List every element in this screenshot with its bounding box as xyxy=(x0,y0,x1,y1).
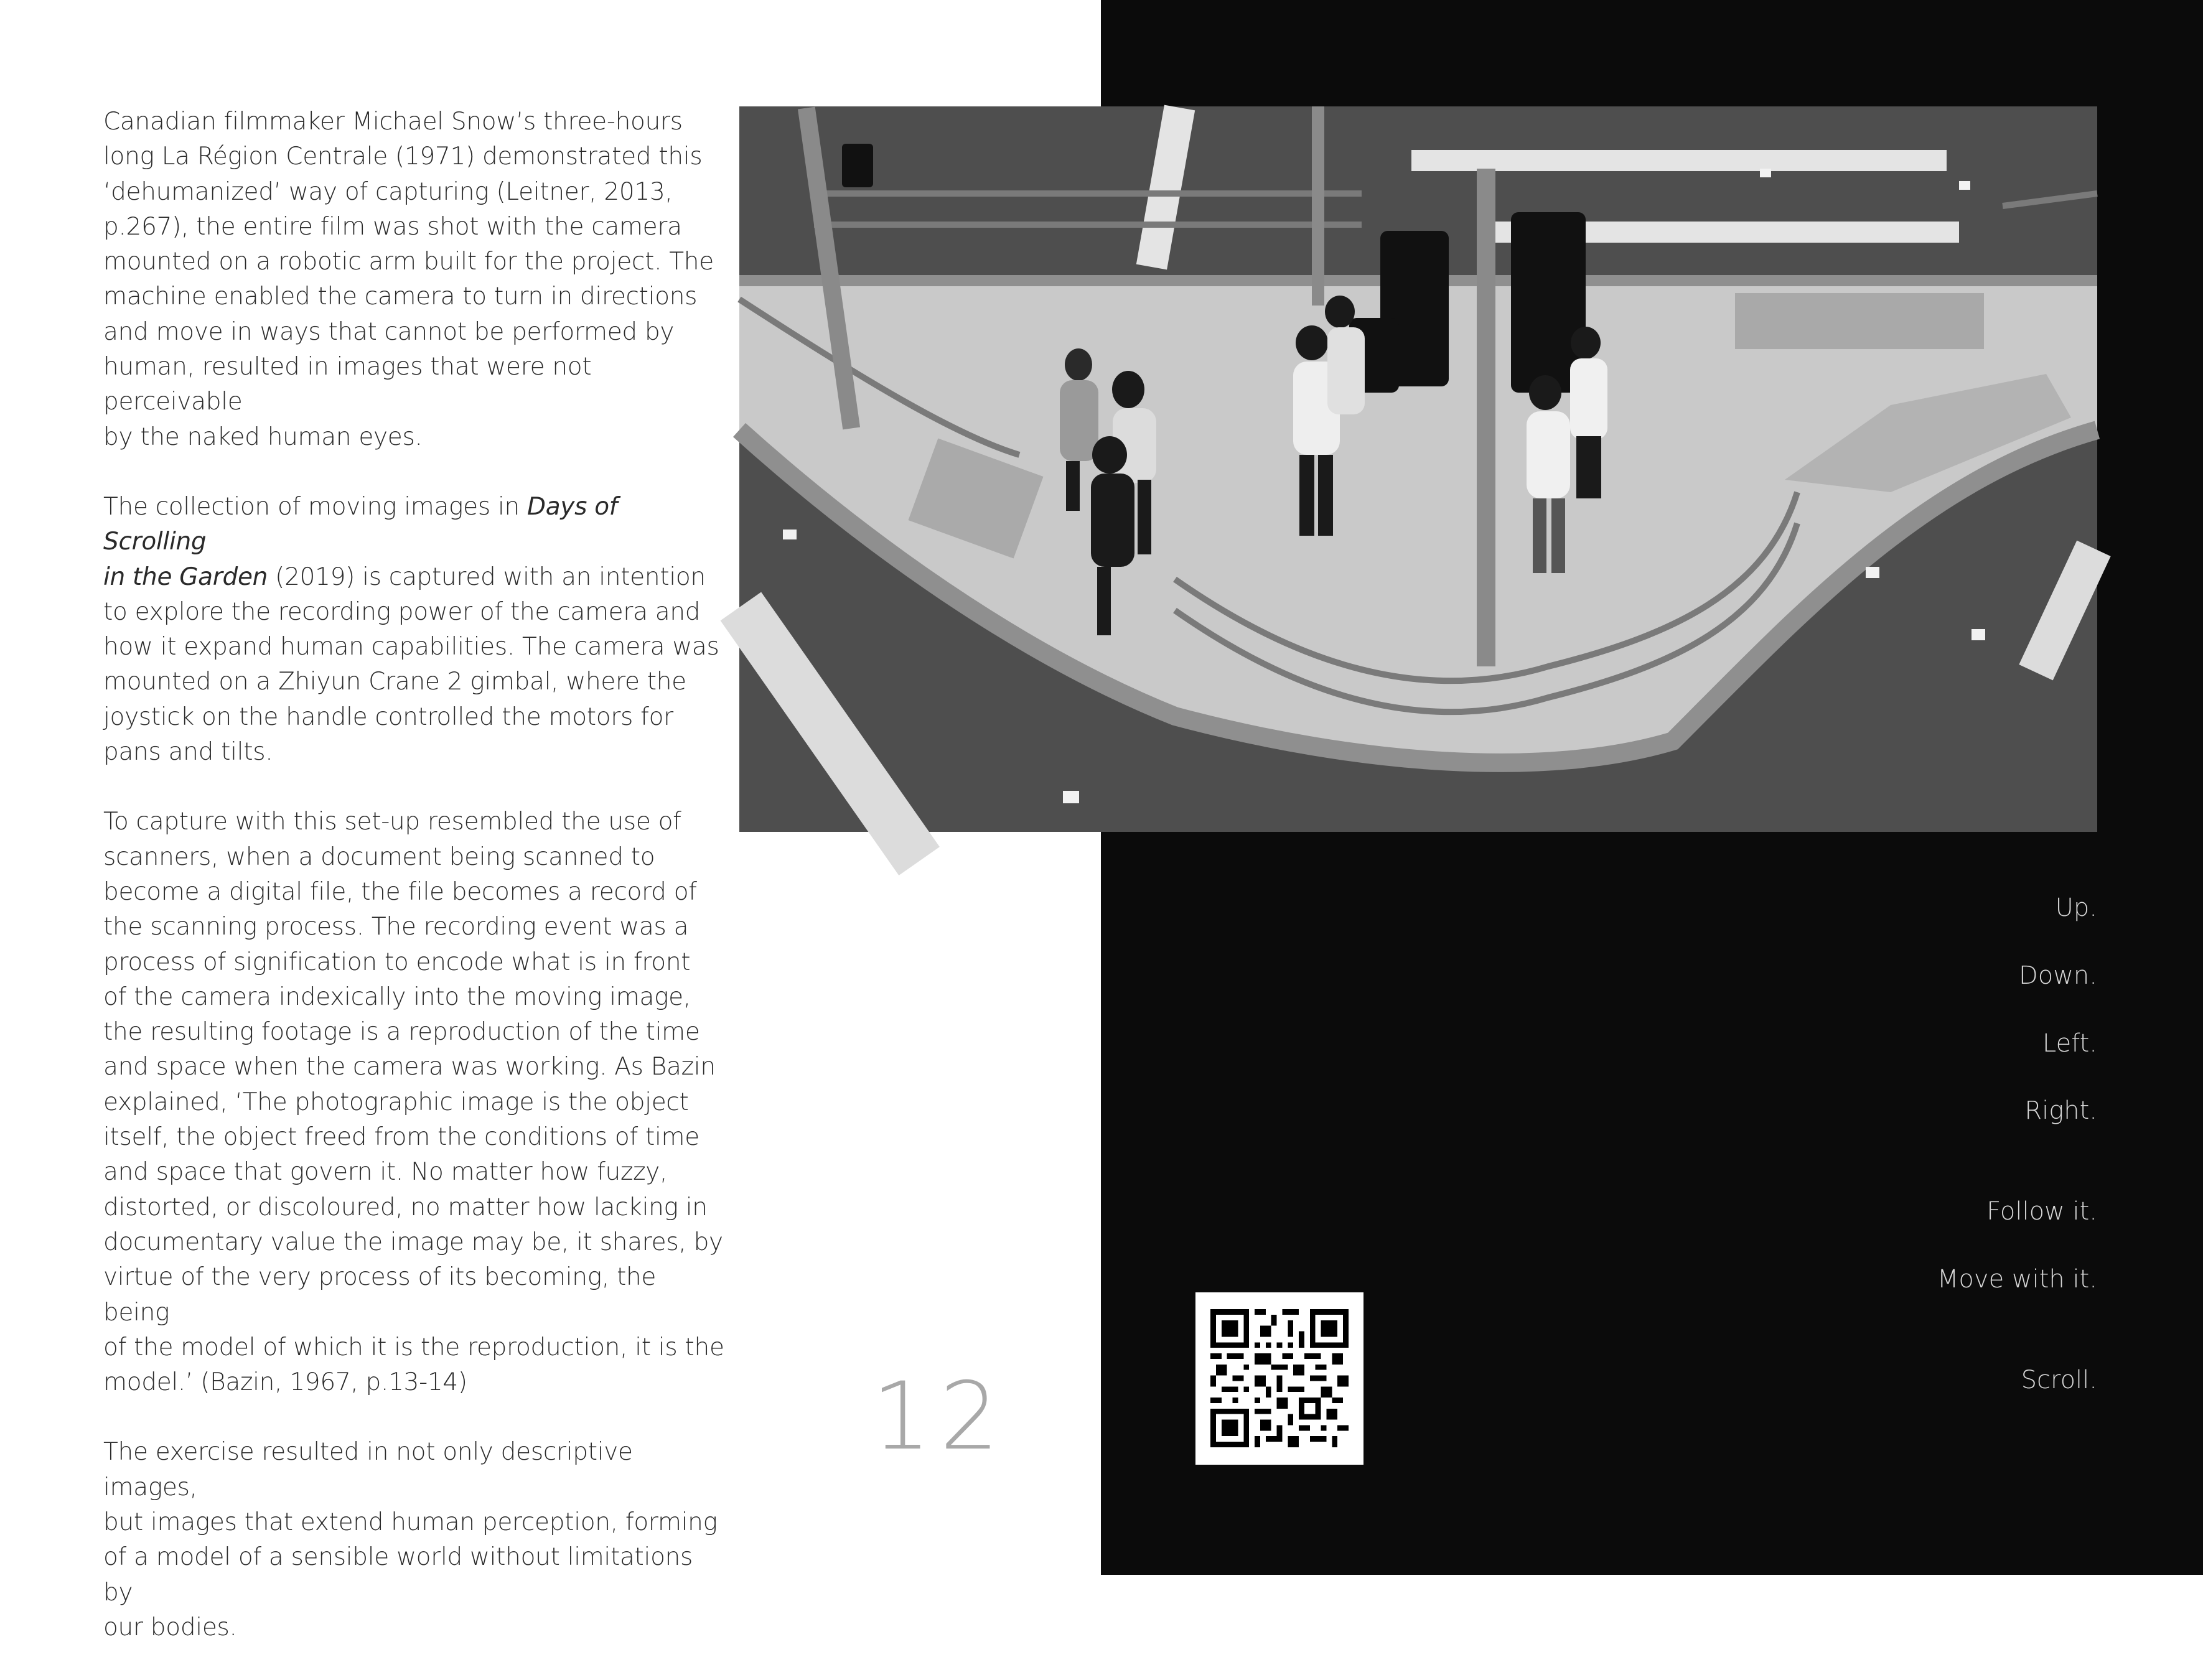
paragraph-2-rest: (2019) is captured with an intention to explore the recording power of the camera and how it expand human capabilities. The camera was mounted on a Zhiyun Crane 2 gimbal, where the joystick on the handle controlled the motors for pans and tilts. xyxy=(103,562,719,767)
paragraph-1: Canadian filmmaker Michael Snow’s three-hours long La Région Centrale (1971) demonstrated this ‘dehumanized’ way of capturing (Leitner, 2013, p.267), the entire film was shot with the camera mounted on a robotic arm built for the project. The machine enabled the camera to turn in directions and move in ways that cannot be performed by human, resulted in images that were not perceivable by the naked human eyes. xyxy=(103,108,714,451)
paragraph-2 xyxy=(103,490,726,770)
instruction-down: Down. xyxy=(2018,961,2097,990)
essay-text-column xyxy=(103,105,726,1680)
work-title: Days of Scrolling in the Garden xyxy=(103,492,618,591)
instruction-right: Right. xyxy=(2024,1096,2097,1125)
qr-code-icon xyxy=(1210,1309,1349,1447)
instruction-left: Left. xyxy=(2042,1029,2097,1058)
instruction-follow: Follow it. xyxy=(1986,1197,2097,1226)
page-number: 12 xyxy=(871,1363,1008,1471)
instruction-scroll: Scroll. xyxy=(2021,1366,2097,1394)
qr-code[interactable] xyxy=(1195,1292,1363,1465)
instruction-up: Up. xyxy=(2055,894,2097,922)
paragraph-4: The exercise resulted in not only descriptive images, but images that extend human perception, forming of a model of a sensible world without limitations by our bodies. xyxy=(103,1438,718,1641)
paragraph-2-intro: The collection of moving images in xyxy=(103,492,528,521)
instruction-move: Move with it. xyxy=(1937,1265,2097,1294)
paragraph-3: To capture with this set-up resembled the use of scanners, when a document being scanned to become a digital file, the file becomes a record of the scanning process. The recording event was a process of signification to encode what is in front of the camera indexically into the moving image, the resulting footage is a reproduction of the time and space when the camera was working. As Bazin explained, ‘The photographic image is the object itself, the object freed from the conditions of time and space that govern it. No matter how fuzzy, distorted, or discoloured, no matter how lacking in documentary value the image may be, it shares, by virtue of the very process of its becoming, the being of the model of which it is the reproduction, it is the model.’ (Bazin, 1967, p.13-14) xyxy=(103,808,724,1397)
gesture-instructions xyxy=(1724,0,2097,1575)
